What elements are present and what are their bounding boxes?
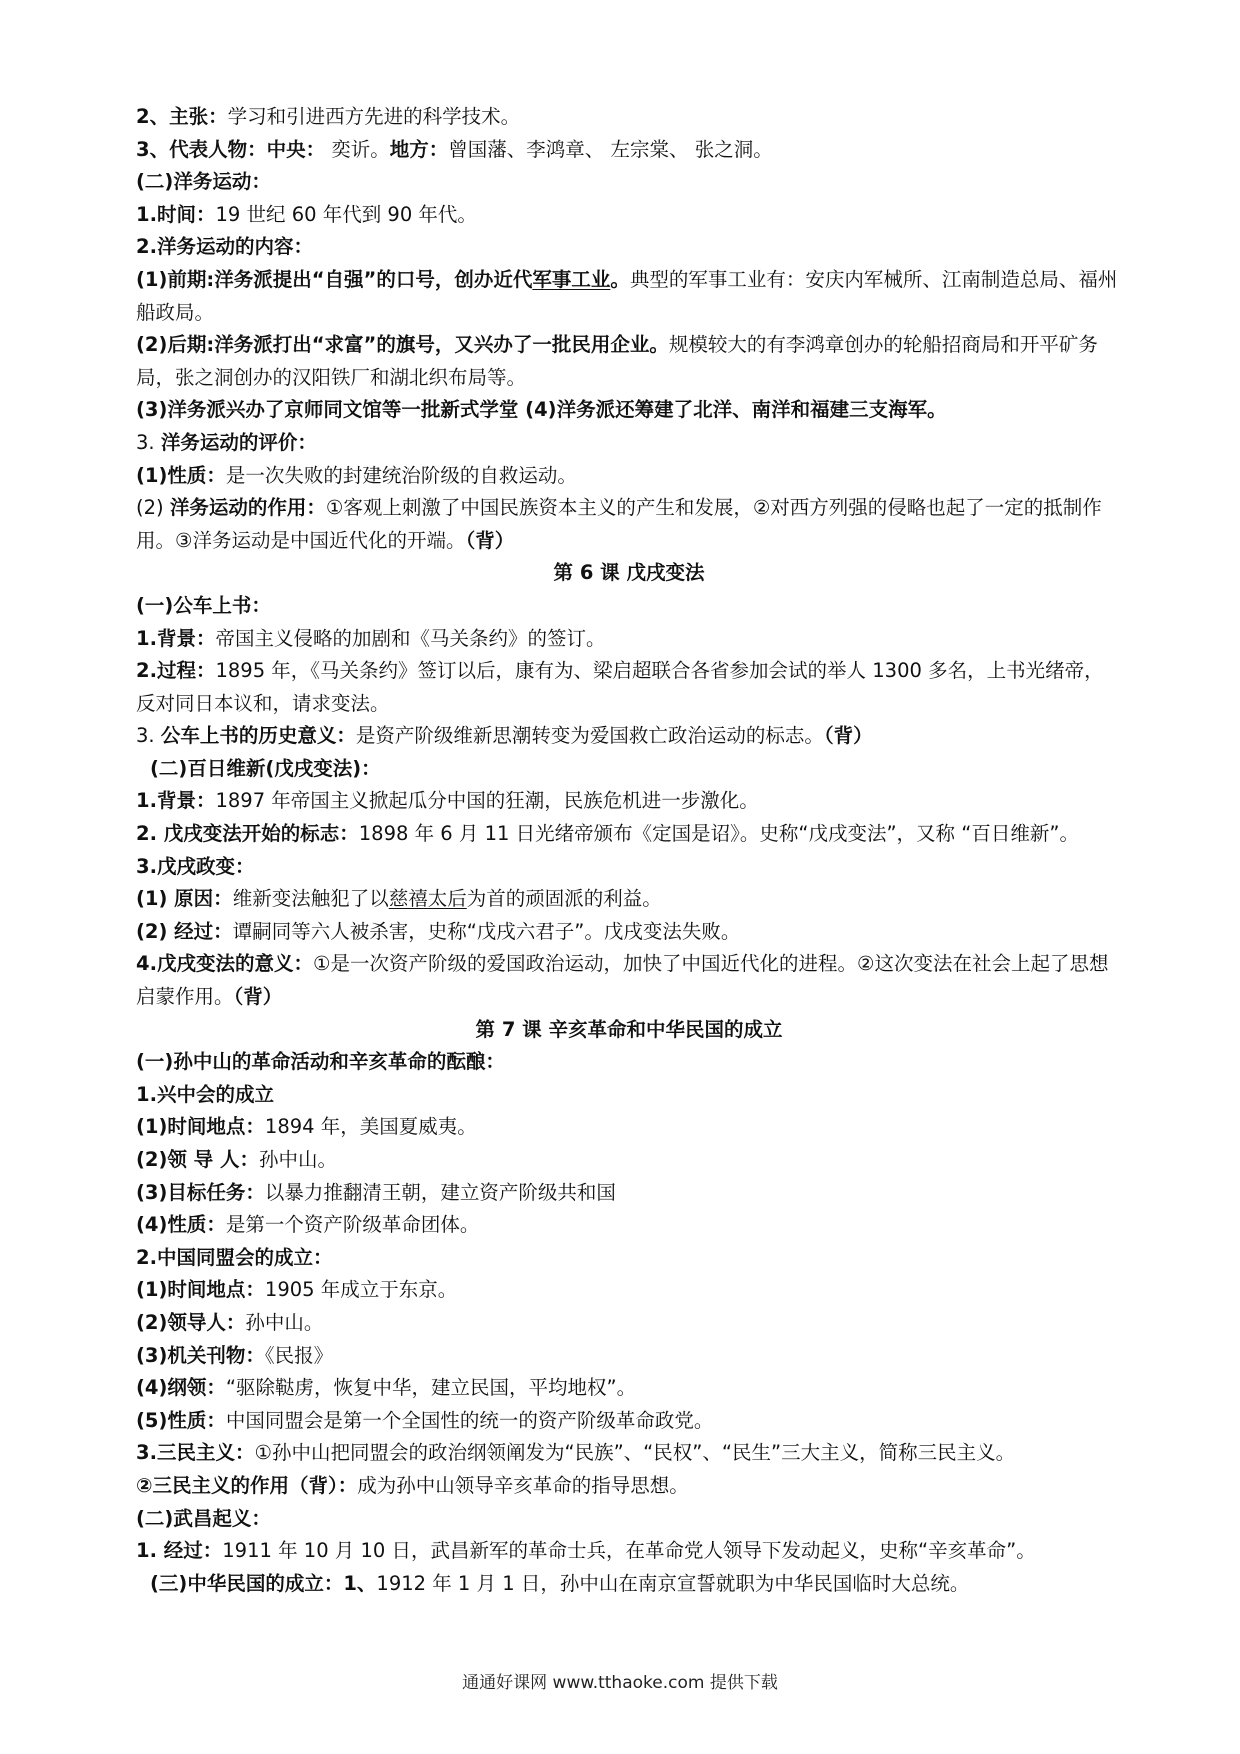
bold-text: (5)性质：	[136, 1408, 226, 1432]
bold-text: 2.过程：	[136, 659, 216, 683]
text-line	[136, 785, 1122, 818]
text-segment: 3.	[136, 724, 161, 748]
bold-text: 3、代表人物：中央：	[136, 137, 326, 161]
bold-text: (1)性质：	[136, 463, 226, 487]
bold-text: (2)领 导 人：	[136, 1148, 259, 1171]
lesson-heading	[136, 557, 1122, 590]
bold-text: （背）	[233, 985, 283, 1009]
text-line	[136, 753, 1122, 786]
text-segment: ①孙中山把同盟会的政治纲领阐发为“民族”、“民权”、“民生”三大主义，简称三民主义。	[254, 1441, 1016, 1465]
text-line	[136, 1568, 1122, 1601]
bold-text: 2.洋务运动的内容：	[136, 235, 313, 259]
text-segment: ①客观上刺激了中国民族资本主义的产生和发展，②对西方列强的侵略也起了一定的抵制作用。③洋务运动是中国近代化的开端。	[136, 496, 1102, 552]
underlined-term: 军事工业	[532, 267, 611, 291]
text-segment: “驱除鞑虏，恢复中华，建立民国，平均地权”。	[225, 1376, 637, 1400]
text-segment: 中国同盟会是第一个全国性的统一的资产阶级革命政党。	[225, 1408, 714, 1432]
lesson-heading	[136, 1014, 1122, 1047]
text-segment: 1895 年，《马关条约》签订以后，康有为、梁启超联合各省参加会试的举人 1300 多名，上书光绪帝，反对同日本议和，请求变法。	[136, 659, 1104, 715]
text-line	[136, 1079, 1122, 1112]
bold-text: （背）	[465, 528, 515, 552]
bold-text: (2) 经过：	[136, 919, 233, 943]
bold-text: ②三民主义的作用（背）：	[136, 1473, 358, 1497]
text-segment: 3.	[136, 430, 161, 454]
bold-text: 2. 戊戌变法开始的标志：	[136, 822, 359, 846]
bold-text: (2)后期:洋务派打出“求富”的旗号，又兴办了一批民用企业。	[136, 333, 669, 357]
bold-text: 洋务运动的评价：	[160, 430, 317, 454]
text-line	[136, 916, 1122, 949]
text-line	[136, 427, 1122, 460]
text-line	[136, 492, 1122, 557]
bold-text: (1)时间地点：	[136, 1115, 265, 1139]
bold-text: 1.兴中会的成立	[136, 1082, 274, 1106]
text-segment: 成为孙中山领导辛亥革命的指导思想。	[357, 1473, 689, 1497]
bold-text: (二)百日维新(戊戌变法)：	[150, 756, 381, 780]
document-body	[136, 101, 1122, 1600]
bold-text: (1)前期:洋务派提出“自强”的口号，创办近代	[136, 267, 533, 291]
text-segment: 《民报》	[264, 1343, 334, 1367]
text-line	[136, 166, 1122, 199]
text-line	[136, 655, 1122, 720]
text-line	[136, 460, 1122, 493]
text-segment: 1897 年帝国主义掀起瓜分中国的狂潮，民族危机进一步激化。	[215, 789, 759, 813]
text-segment: 为首的顽固派的利益。	[466, 887, 662, 911]
text-line	[136, 134, 1122, 167]
bold-text: (3)机关刊物：	[136, 1343, 265, 1367]
bold-text: (二)洋务运动：	[136, 170, 271, 194]
text-segment: 1898 年 6 月 11 日光绪帝颁布《定国是诏》。史称“戊戌变法”，又称 “百日维新”。	[358, 822, 1079, 846]
text-segment: 孙中山。	[245, 1310, 324, 1334]
bold-text: (1)时间地点：	[136, 1278, 265, 1302]
text-line	[136, 101, 1122, 134]
bold-text: 。	[610, 267, 630, 291]
text-line	[136, 818, 1122, 851]
text-line	[136, 1340, 1122, 1373]
text-segment: 学习和引进西方先进的科学技术。	[227, 105, 521, 128]
text-segment: 曾国藩、李鸿章、 左宗棠、 张之洞。	[448, 137, 773, 161]
text-segment: 规模较大的有李鸿章创办的轮船招商局和开平矿务局，张之洞创办的汉阳铁厂和湖北织布局等。	[136, 333, 1098, 389]
text-line	[136, 231, 1122, 264]
bold-text: 1.	[136, 202, 157, 226]
text-line	[136, 1144, 1122, 1177]
text-line	[136, 1177, 1122, 1210]
bold-text: 1. 经过：	[136, 1539, 223, 1563]
text-line	[136, 720, 1122, 753]
text-line	[136, 590, 1122, 623]
page-footer: 通通好课网 www.tthaoke.com 提供下载	[462, 1673, 778, 1693]
bold-text: 洋务运动的作用：	[169, 496, 326, 520]
text-segment: 1894 年，美国夏威夷。	[264, 1115, 477, 1139]
text-line	[136, 851, 1122, 884]
bold-text: (3)目标任务：	[136, 1180, 265, 1204]
text-line	[136, 1046, 1122, 1079]
bold-text: (一)公车上书：	[136, 593, 271, 617]
bold-text: 第 6 课 戊戌变法	[553, 561, 705, 585]
text-segment: 是一次失败的封建统治阶级的自救运动。	[225, 463, 577, 487]
text-line	[136, 1274, 1122, 1307]
text-line	[136, 1307, 1122, 1340]
bold-text: (4)纲领：	[136, 1376, 226, 1400]
text-segment: 1912 年 1 月 1 日，孙中山在南京宣誓就职为中华民国临时大总统。	[376, 1571, 970, 1595]
bold-text: (1) 原因：	[136, 887, 233, 911]
text-line	[136, 1209, 1122, 1242]
bold-text: (一)孙中山的革命活动和辛亥革命的酝酿：	[136, 1050, 505, 1074]
bold-text: 2.中国同盟会的成立：	[136, 1245, 333, 1269]
bold-text: (4)性质：	[136, 1213, 226, 1237]
bold-text: 4.戊戌变法的意义：	[136, 952, 313, 976]
text-segment: 19 世纪 60 年代到 90 年代。	[215, 202, 477, 226]
bold-text: 1.背景：	[136, 789, 216, 813]
text-segment: (2)	[136, 496, 170, 520]
bold-text: 1、	[343, 1571, 377, 1595]
bold-text: 时间：	[156, 202, 216, 226]
bold-text: 地方：	[389, 137, 449, 161]
text-line	[136, 1470, 1122, 1503]
text-line	[136, 948, 1122, 1013]
text-line	[136, 1111, 1122, 1144]
text-segment: 1905 年成立于东京。	[264, 1278, 458, 1302]
text-line	[136, 1242, 1122, 1275]
text-line	[136, 1503, 1122, 1536]
text-segment: 维新变法触犯了以	[232, 887, 389, 911]
text-segment: 是第一个资产阶级革命团体。	[225, 1213, 480, 1237]
bold-text: （背）	[823, 724, 873, 748]
text-segment: 谭嗣同等六人被杀害，史称“戊戌六君子”。戊戌变法失败。	[232, 919, 741, 943]
bold-text: (3)洋务派兴办了京师同文馆等一批新式学堂 (4)洋务派还筹建了北洋、南洋和福建三支海军。	[136, 398, 947, 422]
bold-text: (三)中华民国的成立：	[150, 1571, 344, 1595]
bold-text: 1.背景：	[136, 626, 216, 650]
text-segment: 是资产阶级维新思潮转变为爱国救亡政治运动的标志。	[355, 724, 824, 748]
text-line	[136, 199, 1122, 232]
text-line	[136, 883, 1122, 916]
text-segment: ①是一次资产阶级的爱国政治运动，加快了中国近代化的进程。②这次变法在社会上起了思想启蒙作用。	[136, 952, 1109, 1009]
text-line	[136, 264, 1122, 329]
text-line	[136, 329, 1122, 394]
text-line	[136, 394, 1122, 427]
text-line	[136, 1437, 1122, 1470]
bold-text: 2、主张：	[136, 105, 228, 128]
bold-text: 第 7 课 辛亥革命和中华民国的成立	[475, 1017, 783, 1041]
bold-text: 公车上书的历史意义：	[160, 724, 356, 748]
bold-text: 3.戊戌政变：	[136, 854, 255, 878]
text-segment: 1911 年 10 月 10 日，武昌新军的革命士兵，在革命党人领导下发动起义，史称“辛亥革命”。	[222, 1539, 1036, 1563]
text-segment: 帝国主义侵略的加剧和《马关条约》的签订。	[215, 626, 606, 650]
bold-text: 3.三民主义：	[136, 1441, 255, 1465]
text-segment: 奕䜣。	[325, 137, 390, 161]
text-line	[136, 1535, 1122, 1568]
bold-text: (二)武昌起义：	[136, 1506, 271, 1530]
underlined-term: 慈禧太后	[388, 887, 467, 911]
text-segment: 典型的军事工业有：安庆内军械所、江南制造总局、福州船政局。	[136, 267, 1118, 324]
text-line	[136, 1405, 1122, 1438]
bold-text: (2)领导人：	[136, 1310, 246, 1334]
text-line	[136, 1372, 1122, 1405]
text-line	[136, 623, 1122, 656]
text-segment: 孙中山。	[258, 1148, 337, 1171]
text-segment: 以暴力推翻清王朝，建立资产阶级共和国	[264, 1180, 616, 1204]
